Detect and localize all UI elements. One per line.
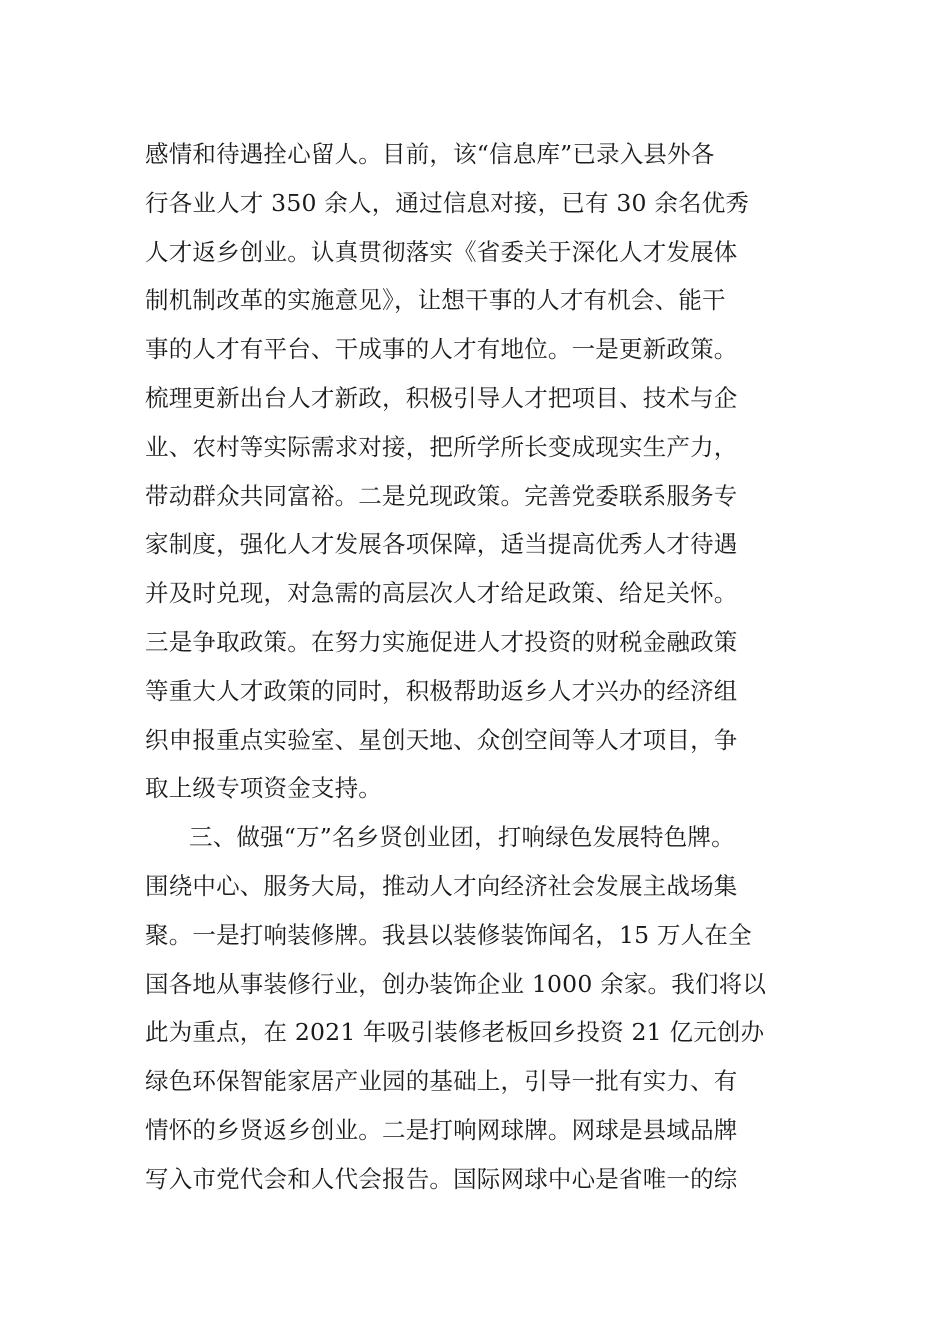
text-line: 取上级专项资金支持。 (145, 774, 382, 803)
text-line: 并及时兑现，对急需的高层次人才给足政策、给足关怀。 (145, 579, 738, 608)
text-line: 感情和待遇拴心留人。目前，该“信息库”已录入县外各 (145, 140, 715, 168)
text-line: 情怀的乡贤返乡创业。二是打响网球牌。网球是县域品牌 (145, 1115, 738, 1144)
text-line: 国各地从事装修行业，创办装饰企业 1000 余家。我们将以 (145, 969, 767, 998)
text-line: 人才返乡创业。认真贯彻落实《省委关于深化人才发展体 (145, 237, 738, 266)
document-body (145, 130, 810, 1204)
text-line: 带动群众共同富裕。二是兑现政策。完善党委联系服务专 (145, 481, 738, 510)
text-line: 聚。一是打响装修牌。我县以装修装饰闻名，15 万人在全 (145, 920, 752, 949)
text-line: 此为重点，在 2021 年吸引装修老板回乡投资 21 亿元创办 (145, 1018, 765, 1047)
text-line: 事的人才有平台、干成事的人才有地位。一是更新政策。 (145, 335, 738, 364)
text-line: 三是争取政策。在努力实施促进人才投资的财税金融政策 (145, 627, 738, 656)
text-line: 等重大人才政策的同时，积极帮助返乡人才兴办的经济组 (145, 676, 738, 705)
text-line: 家制度，强化人才发展各项保障，适当提高优秀人才待遇 (145, 530, 738, 559)
text-line: 制机制改革的实施意见》，让想干事的人才有机会、能干 (145, 286, 726, 315)
text-line: 织申报重点实验室、星创天地、众创空间等人才项目，争 (145, 725, 738, 754)
text-line: 梳理更新出台人才新政，积极引导人才把项目、技术与企 (145, 383, 738, 412)
section-heading-line: 三、做强“万”名乡贤创业团，打响绿色发展特色牌。 (189, 823, 735, 852)
text-line: 绿色环保智能家居产业园的基础上，引导一批有实力、有 (145, 1067, 738, 1096)
text-line: 业、农村等实际需求对接，把所学所长变成现实生产力， (145, 432, 738, 461)
text-line: 写入市党代会和人代会报告。国际网球中心是省唯一的综 (145, 1164, 738, 1193)
text-line: 行各业人才 350 余人，通过信息对接，已有 30 余名优秀 (145, 188, 750, 217)
text-line: 围绕中心、服务大局，推动人才向经济社会发展主战场集 (145, 871, 738, 900)
